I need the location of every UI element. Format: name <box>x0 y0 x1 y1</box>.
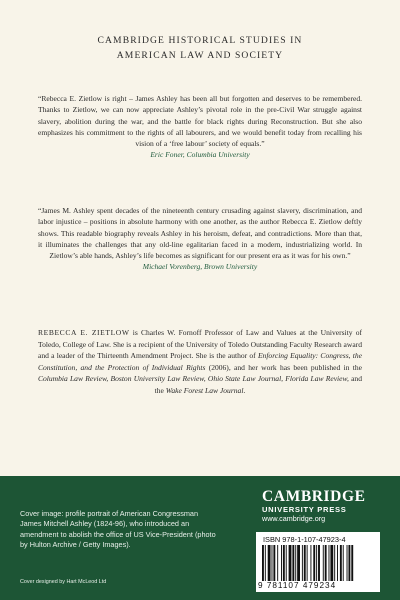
barcode-bar <box>281 545 282 581</box>
author-name: REBECCA E. ZIETLOW <box>38 328 130 337</box>
publisher-url: www.cambridge.org <box>262 514 326 523</box>
barcode-bar <box>289 545 292 581</box>
barcode-bar <box>313 545 315 581</box>
publisher-logo <box>262 488 392 523</box>
back-cover-footer <box>0 476 400 600</box>
barcode-bar <box>329 545 330 581</box>
bio-text-3: and the <box>154 374 362 395</box>
barcode-icon <box>262 545 374 581</box>
barcode-bar <box>325 545 327 581</box>
barcode-bar <box>273 545 275 581</box>
barcode-bar <box>304 545 306 581</box>
cover-designer-credit: Cover designed by Hart McLeod Ltd <box>20 579 107 585</box>
bio-text-1: is Charles W. Fornoff Professor of Law and Values at the University of Toledo, College of Law. She is a recipient of the University of Toledo Outstanding Faculty Research award and a leader of the Thirteenth Amendment Project. She is the author of <box>38 328 362 360</box>
publisher-name: CAMBRIDGE <box>262 488 366 505</box>
journal-list-1: Columbia Law Review, Boston University Law Review, Ohio State Law Journal, Florida Law Review, <box>38 374 349 383</box>
barcode-bar <box>292 545 294 581</box>
barcode-bar <box>310 545 311 581</box>
barcode-bar <box>277 545 278 581</box>
barcode-bar <box>316 545 317 581</box>
barcode-bar <box>286 545 287 581</box>
bio-end: . <box>243 385 246 395</box>
endorsement-quote-vorenberg <box>38 205 362 273</box>
barcode-bar <box>302 545 303 581</box>
series-title-line-1: CAMBRIDGE HISTORICAL STUDIES IN <box>97 35 303 46</box>
author-bio <box>38 327 362 396</box>
barcode-bar <box>343 545 344 581</box>
bio-text-2: (2006), and her work has been published in the <box>205 362 362 372</box>
quote-attribution: Eric Foner, Columbia University <box>150 150 250 160</box>
barcode-bar <box>323 545 324 581</box>
barcode-bar <box>351 545 353 581</box>
barcode-bar <box>337 545 338 581</box>
barcode-bar <box>295 545 296 581</box>
barcode-bar <box>340 545 342 581</box>
barcode-panel <box>256 532 380 592</box>
quote-text: “Rebecca E. Zietlow is right – James Ashley has been all but forgotten and deserves to be remembered. Thanks to Zietlow, we can now appreciate Ashley’s pivotal role in the pre-Civil War struggle against slavery, abolition during the war, and the battle for black rights during Reconstruction. But she also emphasizes his commitment to the rights of all labourers, and we would benefit today from recalling his vision of a ‘free labour’ society of equals.” <box>38 94 362 149</box>
publisher-press: UNIVERSITY PRESS <box>262 505 347 514</box>
journal-list-2: Wake Forest Law Journal <box>165 385 244 395</box>
barcode-bar <box>272 545 273 581</box>
endorsement-quote-foner <box>38 93 362 161</box>
quote-text: “James M. Ashley spent decades of the nineteenth century crusading against slavery, discrimination, and labor injustice – positions in absolute harmony with one another, as the author Rebecca E. Zietlow deftly shows. This readable biography reveals Ashley in his heroism, defeat, and contradictions. More than that, it illuminates the challenges that any old-line egalitarian faced in a modern, industrializing world. In Zietlow’s able hands, Ashley’s life becomes as significant for our present era as it was for his own.” <box>38 206 362 261</box>
barcode-bar <box>330 545 333 581</box>
barcode-bar <box>265 545 266 581</box>
barcode-bar <box>347 545 348 581</box>
barcode-bar <box>334 545 335 581</box>
barcode-bar <box>297 545 300 581</box>
barcode-bar <box>307 545 308 581</box>
series-title-line-2: AMERICAN LAW AND SOCIETY <box>116 50 284 61</box>
barcode-bar <box>348 545 350 581</box>
barcode-bar <box>283 545 285 581</box>
isbn-label: ISBN 978-1-107-47923-4 <box>263 535 346 544</box>
barcode-bar <box>318 545 320 581</box>
book-title: Enforcing Equality: Congress, the Constitution, and the Protection of Individual Rights <box>38 351 362 372</box>
quote-attribution: Michael Vorenberg, Brown University <box>142 262 258 272</box>
barcode-bar <box>262 545 264 581</box>
barcode-bar <box>268 545 271 581</box>
cover-image-credit: Cover image: profile portrait of American Congressman James Mitchell Ashley (1824-96), who introduced an amendment to abolish the office of US Vice-President (photo by Hulton Archive / Getty Images). <box>20 509 216 549</box>
isbn-digits: 9 781107 479234 <box>258 581 337 590</box>
